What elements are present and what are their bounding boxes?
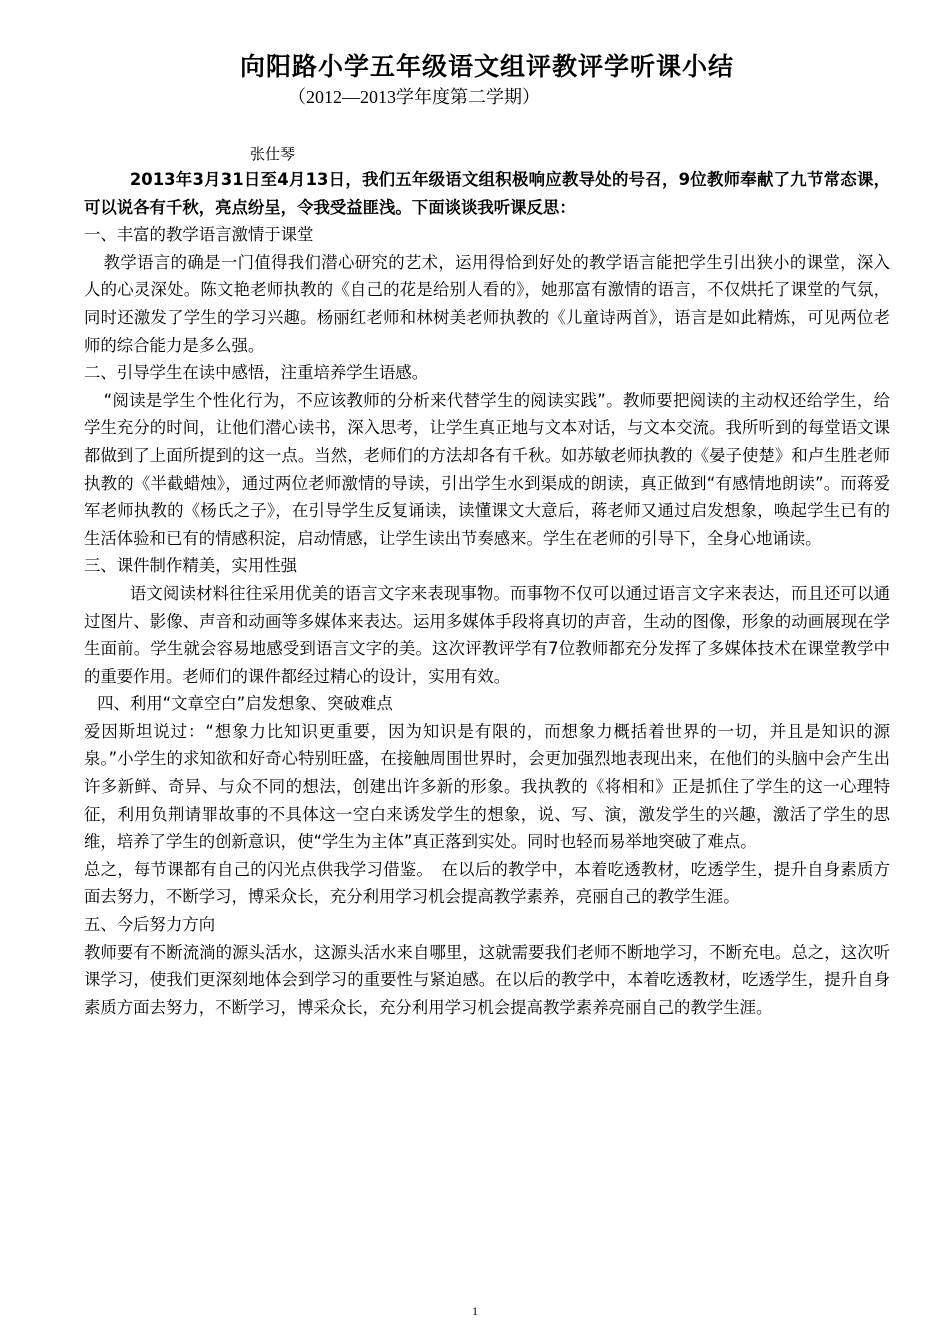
section-heading-1: 一、丰富的教学语言激情于课堂 [84,225,314,245]
section-4-paragraph: 爱因斯坦说过：“想象力比知识更重要，因为知识是有限的，而想象力概括着世界的一切，并且是知识的源泉。”小学生的求知欲和好奇心特别旺盛，在接触周围世界时，会更加强烈地表现出来，在他们的头脑中会产生出许多新鲜、奇异、与众不同的想法，创建出许多新的形象。我执教的《将相和》正是抓住了学生的这一心理特征，利用负荆请罪故事的不具体这一空白来诱发学生的想象，说、写、演，激发学生的兴趣，激活了学生的思维，培养了学生的创新意识，使“学生为主体”真正落到实处。同时也轻而易举地突破了难点。 [84,721,890,852]
section-5-paragraph: 教师要有不断流淌的源头活水，这源头活水来自哪里，这就需要我们老师不断地学习，不断充电。总之，这次听课学习，使我们更深刻地体会到学习的重要性与紧迫感。在以后的教学中，本着吃透教材，吃透学生，提升自身素质方面去努力，不断学习，博采众长，充分利用学习机会提高教学素养亮丽自己的教学生涯。 [84,942,890,1017]
section-heading-2: 二、引导学生在读中感悟，注重培养学生语感。 [84,363,429,383]
section-1-paragraph: 教学语言的确是一门值得我们潜心研究的艺术，运用得恰到好处的教学语言能把学生引出狭小的课堂，深入人的心灵深处。陈文艳老师执教的《自己的花是给别人看的》，她那富有激情的语言，不仅烘托了课堂的气氛，同时还激发了学生的学习兴趣。杨丽红老师和林树美老师执教的《儿童诗两首》，语言是如此精炼，可见两位老师的综合能力是多么强。 [84,252,890,355]
section-2-paragraph: “阅读是学生个性化行为，不应该教师的分析来代替学生的阅读实践”。教师要把阅读的主动权还给学生，给学生充分的时间，让他们潜心读书，深入思考，让学生真正地与文本对话，与文本交流。我所听到的每堂语文课都做到了上面所提到的这一点。当然，老师们的方法却各有千秋。如苏敏老师执教的《晏子使楚》和卢生胜老师执教的《半截蜡烛》，通过两位老师激情的导读，引出学生水到渠成的朗读，真正做到“有感情地朗读”。而蒋爱军老师执教的《杨氏之子》，在引导学生反复诵读，读懂课文大意后，蒋老师又通过启发想象，唤起学生已有的生活体验和已有的情感积淀，启动情感，让学生读出节奏感来。学生在老师的引导下，全身心地诵读。 [84,390,890,548]
section-heading-4: 四、利用“文章空白”启发想象、突破难点 [97,694,393,714]
section-heading-3: 三、课件制作精美，实用性强 [84,556,298,576]
author-name: 张仕琴 [250,145,296,163]
document-page [84,50,890,1021]
section-heading-5: 五、今后努力方向 [84,915,216,935]
document-body [84,166,890,1021]
document-subtitle: （2012—2013学年度第二学期） [288,87,540,107]
summary-paragraph: 总之，每节课都有自己的闪光点供我学习借鉴。 在以后的教学中，本着吃透教材，吃透学生，提升自身素质方面去努力，不断学习，博采众长，充分利用学习机会提高教学素养，亮丽自己的教学生涯。 [84,859,890,907]
document-title: 向阳路小学五年级语文组评教评学听课小结 [239,52,734,81]
page-number: 1 [472,1304,478,1318]
intro-paragraph: 2013年3月31日至4月13日，我们五年级语文组积极响应教导处的号召，9位教师奉献了九节常态课，可以说各有千秋，亮点纷呈，令我受益匪浅。下面谈谈我听课反思： [84,170,890,217]
section-3-paragraph: 语文阅读材料往往采用优美的语言文字来表现事物。而事物不仅可以通过语言文字来表达，而且还可以通过图片、影像、声音和动画等多媒体来表达。运用多媒体手段将真切的声音，生动的图像，形象的动画展现在学生面前。学生就会容易地感受到语言文字的美。这次评教评学有7位教师都充分发挥了多媒体技术在课堂教学中的重要作用。老师们的课件都经过精心的设计，实用有效。 [84,583,890,686]
